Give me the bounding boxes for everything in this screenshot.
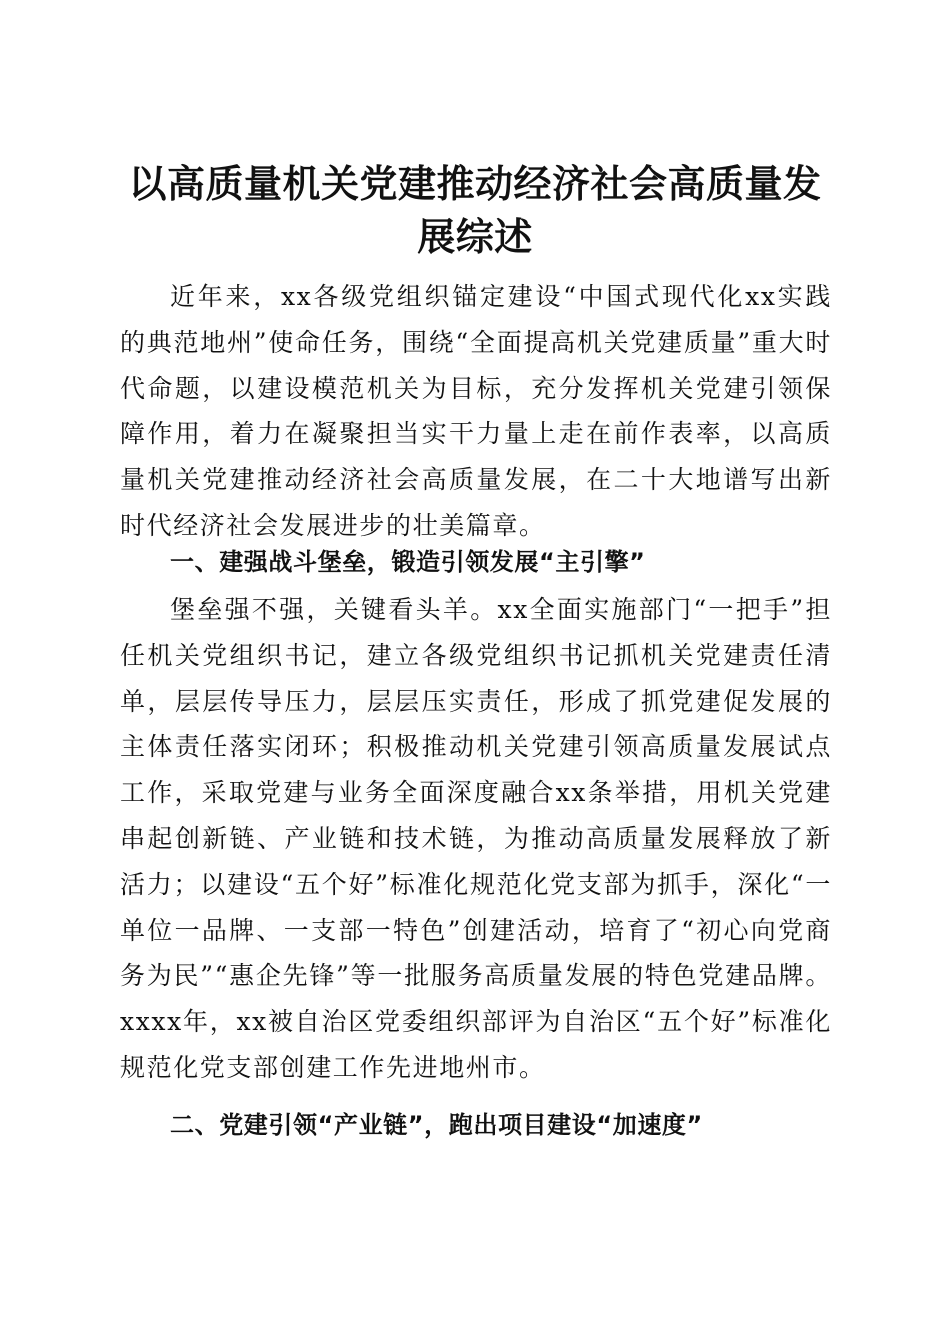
section-heading-2: 二、党建引领“产业链”，跑出项目建设“加速度” (170, 1111, 703, 1139)
section-heading-1: 一、建强战斗堡垒，锻造引领发展“主引擎” (170, 548, 646, 576)
document-title: 以高质量机关党建推动经济社会高质量发展综述 (128, 161, 822, 260)
section-1-paragraph: 堡垒强不强，关键看头羊。xx全面实施部门“一把手”担任机关党组织书记，建立各级党组织书记抓机关党建责任清单，层层传导压力，层层压实责任，形成了抓党建促发展的主体责任落实闭环；积极推动机关党建引领高质量发展试点工作，采取党建与业务全面深度融合xx条举措，用机关党建串起创新链、产业链和技术链，为推动高质量发展释放了新活力；以建设“五个好”标准化规范化党支部为抓手，深化“一单位一品牌、一支部一特色”创建活动，培育了“初心向党商务为民”“惠企先锋”等一批服务高质量发展的特色党建品牌。xxxx年，xx被自治区党委组织部评为自治区“五个好”标准化规范化党支部创建工作先进地州市。 (120, 595, 832, 1082)
intro-paragraph: 近年来，xx各级党组织锚定建设“中国式现代化xx实践的典范地州”使命任务，围绕“全面提高机关党建质量”重大时代命题，以建设模范机关为目标，充分发挥机关党建引领保障作用，着力在凝聚担当实干力量上走在前作表率，以高质量机关党建推动经济社会高质量发展，在二十大地谱写出新时代经济社会发展进步的壮美篇章。 (120, 282, 832, 540)
